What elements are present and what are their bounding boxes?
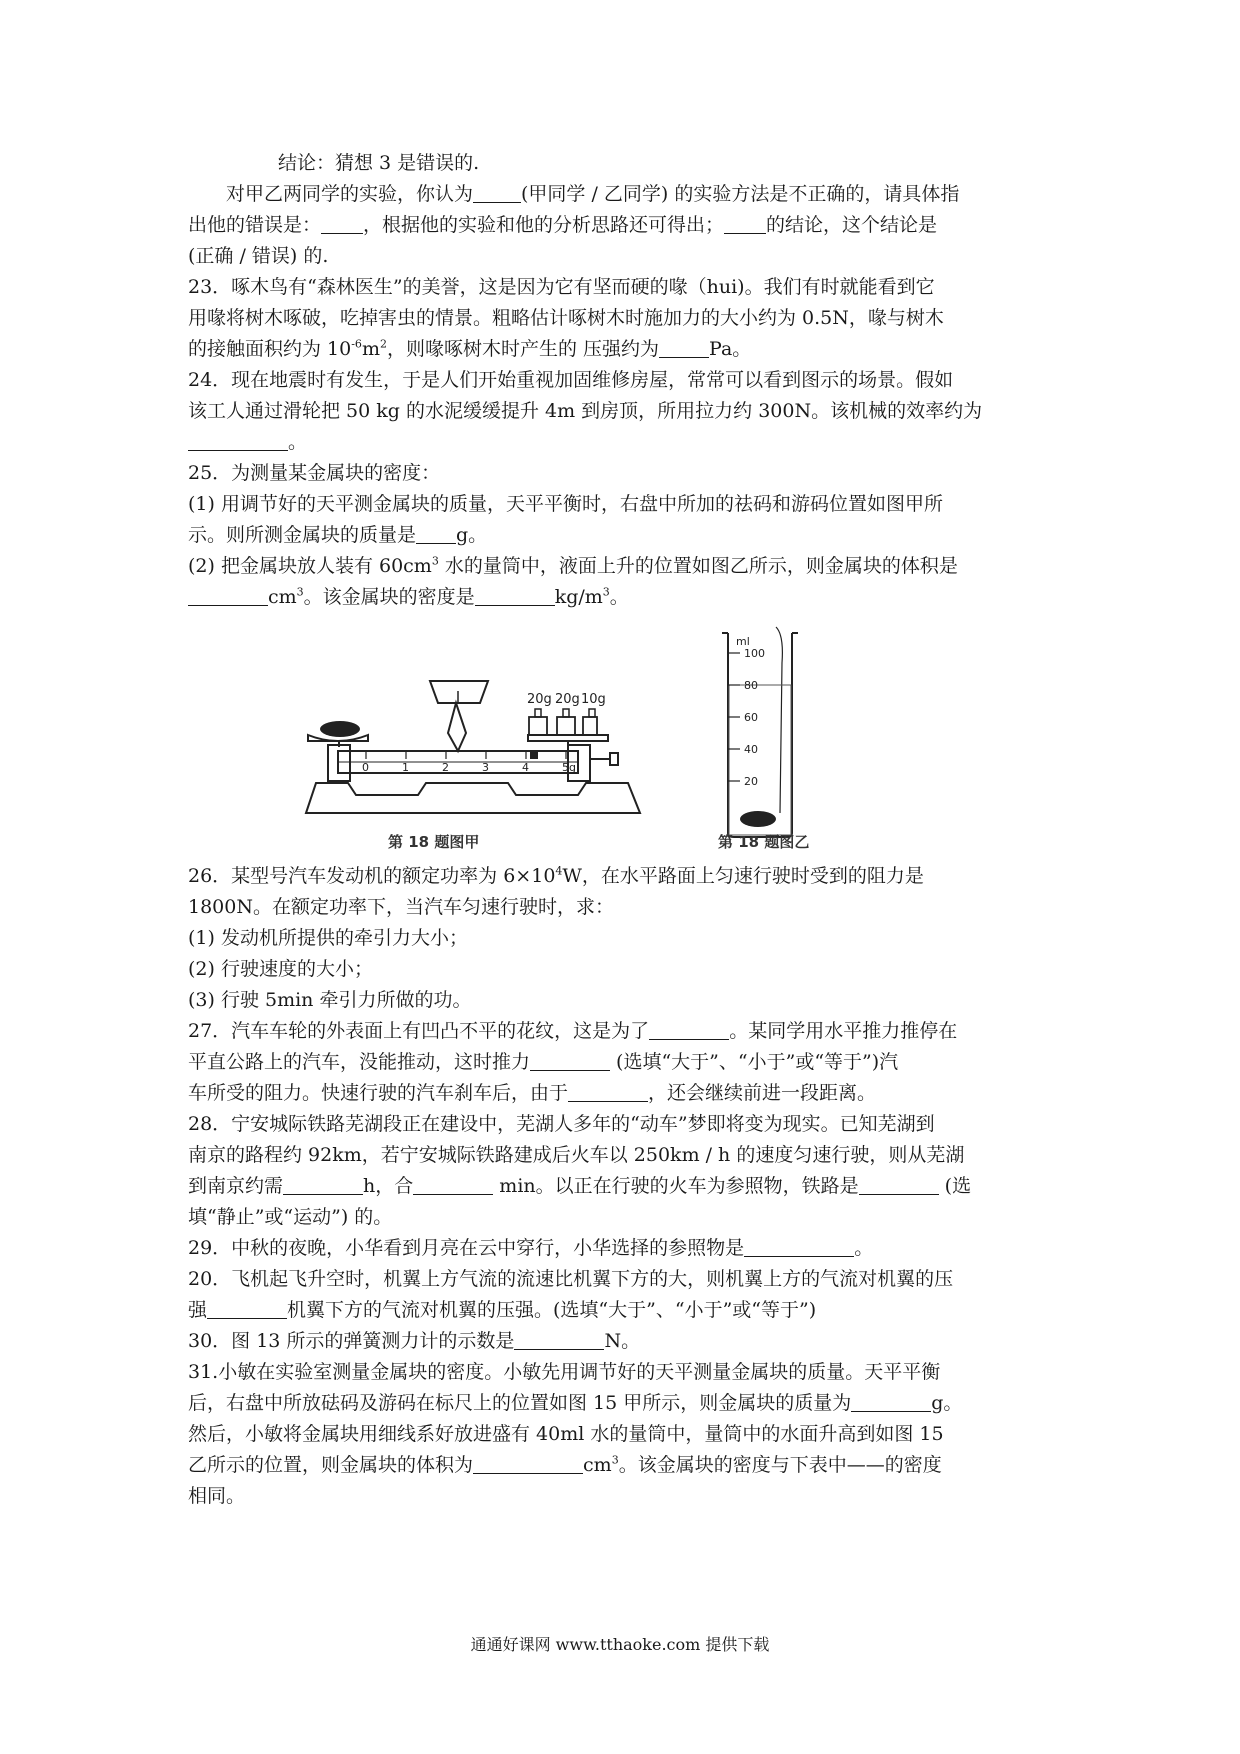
text-line (188, 1173, 1060, 1204)
text-line (188, 1018, 1060, 1049)
text-run: 水的量筒中，液面上升的位置如图乙所示，则金属块的体积是 (438, 555, 958, 577)
text-run: 20．飞机起飞升空时，机翼上方气流的流速比机翼下方的大，则机翼上方的气流对机翼的压 (188, 1268, 954, 1290)
text-run: 。 (609, 586, 629, 608)
text-line (188, 863, 1060, 894)
superscript: 3 (602, 585, 610, 599)
text-run: (1) 用调节好的天平测金属块的质量，天平平衡时，右盘中所加的祛码和游码位置如图甲所 (188, 493, 943, 515)
text-run: (3) 行驶 5min 牵引力所做的功。 (188, 989, 472, 1011)
text-line (188, 491, 1060, 522)
answer-blank[interactable] (514, 1331, 604, 1350)
text-line (188, 429, 1060, 460)
text-line (188, 956, 1060, 987)
text-run: g。 (931, 1392, 963, 1414)
text-run: ，还会继续前进一段距离。 (648, 1082, 877, 1104)
text-line (188, 1266, 1060, 1297)
text-line (188, 894, 1060, 925)
text-line (188, 987, 1060, 1018)
answer-blank[interactable] (659, 339, 709, 358)
text-run: 后，右盘中所放砝码及游码在标尺上的位置如图 15 甲所示，则金属块的质量为 (188, 1392, 852, 1414)
text-run: 27．汽车车轮的外表面上有凹凸不平的花纹，这是为了 (188, 1020, 650, 1042)
text-line (188, 1235, 1060, 1266)
text-line (188, 243, 1060, 274)
answer-blank[interactable] (283, 1176, 363, 1195)
text-run: N。 (604, 1330, 641, 1352)
scale-tick-label: 2 (442, 761, 449, 774)
text-line (188, 1297, 1060, 1328)
text-run: 24．现在地震时有发生，于是人们开始重视加固维修房屋，常常可以看到图示的场景。假如 (188, 369, 954, 391)
answer-blank[interactable] (413, 1176, 493, 1195)
figure-a-caption: 第 18 题图甲 (388, 833, 480, 851)
answer-blank[interactable] (859, 1176, 939, 1195)
text-line (188, 1142, 1060, 1173)
answer-blank[interactable] (530, 1052, 610, 1071)
answer-blank[interactable] (416, 525, 456, 544)
cylinder-ticks (728, 647, 765, 788)
weight-label: 20g (555, 692, 580, 707)
text-line (188, 336, 1060, 367)
text-run: 31.小敏在实验室测量金属块的密度。小敏先用调节好的天平测量金属块的质量。天平平衡 (188, 1361, 941, 1383)
weight-block (583, 717, 597, 735)
scale-tick-label: 0 (362, 761, 369, 774)
answer-blank[interactable] (473, 184, 521, 203)
weight-knob (535, 709, 541, 717)
text-run: 乙所示的位置，则金属块的体积为 (188, 1454, 474, 1476)
weight-label: 10g (581, 692, 606, 707)
text-run: ，根据他的实验和他的分析思路还可得出； (363, 214, 725, 236)
scale-tick-label: 3 (482, 761, 489, 774)
cylinder-tick-label: 20 (744, 775, 758, 788)
answer-blank[interactable] (851, 1393, 931, 1412)
text-run: 结论：猜想 3 是错误的. (278, 152, 480, 174)
text-run: W，在水平路面上匀速行驶时受到的阻力是 (562, 865, 924, 887)
text-run: 示。则所测金属块的质量是 (188, 524, 417, 546)
text-run: (选 (938, 1175, 972, 1197)
text-run: (2) 行驶速度的大小； (188, 958, 373, 980)
answer-blank[interactable] (207, 1300, 287, 1319)
answer-blank[interactable] (188, 587, 268, 606)
text-line (188, 460, 1060, 491)
text-line (188, 553, 1060, 584)
scale-tick-label: 4 (522, 761, 529, 774)
text-line (188, 1452, 1060, 1483)
text-run: Pa。 (709, 338, 752, 360)
text-line (188, 1359, 1060, 1390)
metal-block-on-pan (320, 721, 360, 737)
figure-b-caption: 第 18 题图乙 (718, 833, 810, 851)
page-footer: 通通好课网 www.tthaoke.com 提供下载 (470, 1635, 770, 1654)
text-run: m (361, 338, 380, 360)
text-run: cm (268, 586, 297, 608)
answer-blank[interactable] (724, 215, 766, 234)
text-run: 然后，小敏将金属块用细线系好放进盛有 40ml 水的量筒中，量筒中的水面升高到如图 15 (188, 1423, 944, 1445)
text-run: 26．某型号汽车发动机的额定功率为 6×10 (188, 865, 556, 887)
answer-blank[interactable] (568, 1083, 648, 1102)
text-run: 车所受的阻力。快速行驶的汽车刹车后，由于 (188, 1082, 569, 1104)
text-run: 。该金属块的密度与下表中——的密度 (618, 1454, 942, 1476)
text-run: 29．中秋的夜晚，小华看到月亮在云中穿行，小华选择的参照物是 (188, 1237, 745, 1259)
cylinder-tick-label: 100 (744, 647, 765, 660)
answer-blank[interactable] (188, 432, 288, 451)
cylinder-tick-label: 40 (744, 743, 758, 756)
text-run: (选填“大于”、“小于”或“等于”)汽 (610, 1051, 899, 1073)
text-run: (2) 把金属块放人装有 60cm (188, 555, 432, 577)
text-line (188, 1049, 1060, 1080)
balance-and-cylinder-figure (188, 623, 1060, 859)
answer-blank[interactable] (475, 587, 555, 606)
text-run: 强 (188, 1299, 208, 1321)
text-run: min。以正在行驶的火车为参照物，铁路是 (493, 1175, 859, 1197)
question-25-figures (188, 623, 1060, 859)
text-line (188, 522, 1060, 553)
cylinder-tick-label: 60 (744, 711, 758, 724)
answer-blank[interactable] (744, 1238, 854, 1257)
text-line (188, 1328, 1060, 1359)
text-line (188, 1204, 1060, 1235)
answer-blank[interactable] (649, 1021, 729, 1040)
text-run: 23．啄木鸟有“森林医生”的美誉，这是因为它有坚而硬的喙（hui)。我们有时就能看到它 (188, 276, 935, 298)
superscript: 4 (555, 864, 563, 878)
text-run: (1) 发动机所提供的牵引力大小； (188, 927, 468, 949)
text-line (188, 367, 1060, 398)
text-run: cm (583, 1454, 612, 1476)
text-run: 1800N。在额定功率下，当汽车匀速行驶时，求： (188, 896, 614, 918)
text-run: 填“静止”或“运动”) 的。 (188, 1206, 393, 1228)
text-run: 。该金属块的密度是 (303, 586, 475, 608)
weight-knob (589, 709, 595, 717)
text-line (188, 925, 1060, 956)
text-line (188, 212, 1060, 243)
text-run: 的结论，这个结论是 (766, 214, 938, 236)
cylinder-tick-label: 80 (744, 679, 758, 692)
rider-marker (530, 751, 538, 759)
text-run: 平直公路上的汽车，没能推动，这时推力 (188, 1051, 531, 1073)
text-line (188, 305, 1060, 336)
scale-tick-label: 5g (562, 761, 576, 774)
text-run: ，则喙啄树木时产生的 压强约为 (386, 338, 660, 360)
metal-block-in-cylinder (740, 811, 776, 827)
weight-block (557, 717, 575, 735)
text-line (188, 1111, 1060, 1142)
superscript: 3 (431, 554, 439, 568)
text-run: 。 (854, 1237, 874, 1259)
text-run: 出他的错误是： (188, 214, 322, 236)
text-line (188, 584, 1060, 615)
text-run: g。 (456, 524, 488, 546)
text-run: (正确 / 错误) 的. (188, 245, 329, 267)
text-run: 30．图 13 所示的弹簧测力计的示数是 (188, 1330, 515, 1352)
weight-knob (563, 709, 569, 717)
weight-label: 20g (527, 692, 552, 707)
text-run: 该工人通过滑轮把 50 kg 的水泥缓缓提升 4m 到房顶，所用拉力约 300N。该机械的效率约为 (188, 400, 983, 422)
text-run: 机翼下方的气流对机翼的压强。(选填“大于”、“小于”或“等于”) (287, 1299, 817, 1321)
superscript: 3 (611, 1453, 619, 1467)
weight-block (529, 717, 547, 735)
text-run: 相同。 (188, 1485, 246, 1507)
text-run: 的接触面积约为 10 (188, 338, 352, 360)
text-run: 25．为测量某金属块的密度： (188, 462, 441, 484)
text-line (188, 398, 1060, 429)
answer-blank[interactable] (473, 1455, 583, 1474)
text-run: 。 (288, 431, 308, 453)
text-run: h，合 (363, 1175, 414, 1197)
scale-tick-label: 1 (402, 761, 409, 774)
cylinder-unit: ml (736, 635, 750, 648)
text-run: 用喙将树木啄破，吃掉害虫的情景。粗略估计啄树木时施加力的大小约为 0.5N，喙与树木 (188, 307, 944, 329)
answer-blank[interactable] (321, 215, 363, 234)
text-line (188, 274, 1060, 305)
text-run: 到南京约需 (188, 1175, 284, 1197)
superscript: 2 (379, 337, 387, 351)
text-run: 对甲乙两同学的实验，你认为 (226, 183, 474, 205)
text-line (188, 181, 1060, 212)
weights (527, 692, 606, 735)
text-run: 南京的路程约 92km，若宁安城际铁路建成后火车以 250km / h 的速度匀速行驶，则从芜湖 (188, 1144, 965, 1166)
text-run: (甲同学 / 乙同学) 的实验方法是不正确的，请具体指 (521, 183, 960, 205)
text-line (188, 1483, 1060, 1514)
text-run: kg/m (554, 586, 603, 608)
text-line (188, 1080, 1060, 1111)
text-run: 。某同学用水平推力推停在 (729, 1020, 958, 1042)
text-run: 28．宁安城际铁路芜湖段正在建设中，芜湖人多年的“动车”梦即将变为现实。已知芜湖到 (188, 1113, 935, 1135)
document-body (188, 150, 1060, 1514)
superscript: -6 (351, 337, 362, 351)
superscript: 3 (296, 585, 304, 599)
text-line (188, 1421, 1060, 1452)
text-line (188, 1390, 1060, 1421)
text-line (188, 150, 1060, 181)
